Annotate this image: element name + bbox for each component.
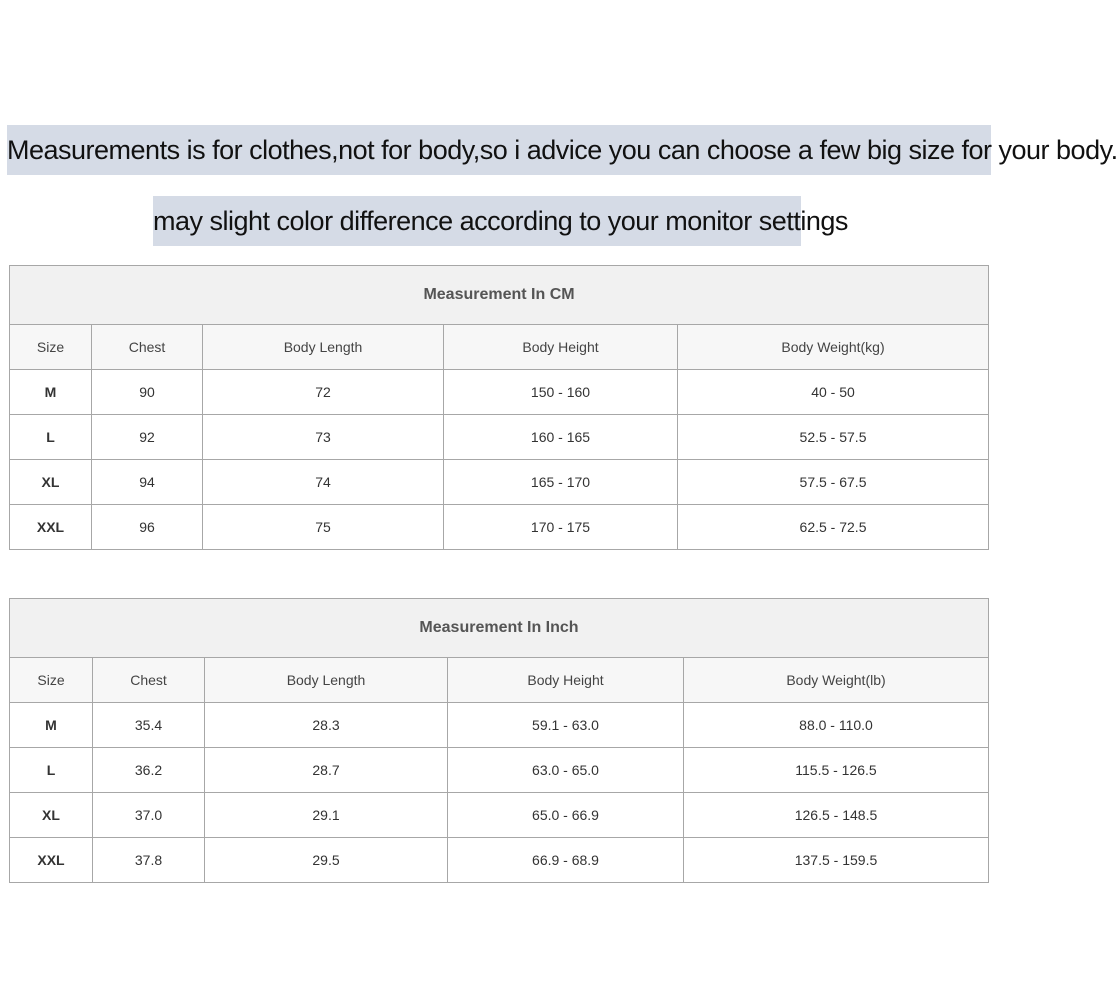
column-header-size: Size [10, 658, 93, 703]
column-header-body-height: Body Height [444, 325, 678, 370]
size-cell: XXL [10, 505, 92, 550]
body-length-cell: 28.7 [205, 748, 448, 793]
body-weight-cell: 57.5 - 67.5 [678, 460, 989, 505]
column-header-body-length: Body Length [205, 658, 448, 703]
body-length-cell: 28.3 [205, 703, 448, 748]
chest-cell: 37.8 [93, 838, 205, 883]
column-header-body-length: Body Length [203, 325, 444, 370]
table-row [10, 415, 989, 460]
body-length-cell: 74 [203, 460, 444, 505]
size-cell: M [10, 703, 93, 748]
column-header-size: Size [10, 325, 92, 370]
body-weight-cell: 137.5 - 159.5 [684, 838, 989, 883]
table-row [10, 505, 989, 550]
chest-cell: 96 [92, 505, 203, 550]
body-height-cell: 66.9 - 68.9 [448, 838, 684, 883]
size-cell: L [10, 748, 93, 793]
body-height-cell: 63.0 - 65.0 [448, 748, 684, 793]
size-cell: XXL [10, 838, 93, 883]
body-weight-cell: 52.5 - 57.5 [678, 415, 989, 460]
chest-cell: 94 [92, 460, 203, 505]
body-length-cell: 29.5 [205, 838, 448, 883]
table-title: Measurement In Inch [10, 599, 989, 658]
body-height-cell: 150 - 160 [444, 370, 678, 415]
body-length-cell: 73 [203, 415, 444, 460]
chest-cell: 92 [92, 415, 203, 460]
column-header-body-weight: Body Weight(kg) [678, 325, 989, 370]
measurement-table-cm [9, 265, 989, 550]
table-row [10, 703, 989, 748]
body-height-cell: 59.1 - 63.0 [448, 703, 684, 748]
body-weight-cell: 115.5 - 126.5 [684, 748, 989, 793]
body-length-cell: 29.1 [205, 793, 448, 838]
table-row [10, 793, 989, 838]
chest-cell: 37.0 [93, 793, 205, 838]
column-header-chest: Chest [93, 658, 205, 703]
body-weight-cell: 88.0 - 110.0 [684, 703, 989, 748]
body-length-cell: 72 [203, 370, 444, 415]
body-height-cell: 160 - 165 [444, 415, 678, 460]
body-height-cell: 165 - 170 [444, 460, 678, 505]
size-cell: M [10, 370, 92, 415]
chest-cell: 36.2 [93, 748, 205, 793]
size-advice-note: Measurements is for clothes,not for body,so i advice you can choose a few big size for your body. [7, 125, 991, 175]
chest-cell: 90 [92, 370, 203, 415]
body-height-cell: 65.0 - 66.9 [448, 793, 684, 838]
body-weight-cell: 126.5 - 148.5 [684, 793, 989, 838]
size-cell: L [10, 415, 92, 460]
body-height-cell: 170 - 175 [444, 505, 678, 550]
table-title: Measurement In CM [10, 266, 989, 325]
column-header-chest: Chest [92, 325, 203, 370]
size-cell: XL [10, 793, 93, 838]
body-weight-cell: 62.5 - 72.5 [678, 505, 989, 550]
table-row [10, 460, 989, 505]
chest-cell: 35.4 [93, 703, 205, 748]
table-row [10, 370, 989, 415]
measurement-table-inch [9, 598, 989, 883]
table-row [10, 838, 989, 883]
color-difference-note: may slight color difference according to your monitor settings [153, 196, 801, 246]
body-weight-cell: 40 - 50 [678, 370, 989, 415]
column-header-body-height: Body Height [448, 658, 684, 703]
size-cell: XL [10, 460, 92, 505]
column-header-body-weight: Body Weight(lb) [684, 658, 989, 703]
body-length-cell: 75 [203, 505, 444, 550]
table-row [10, 748, 989, 793]
